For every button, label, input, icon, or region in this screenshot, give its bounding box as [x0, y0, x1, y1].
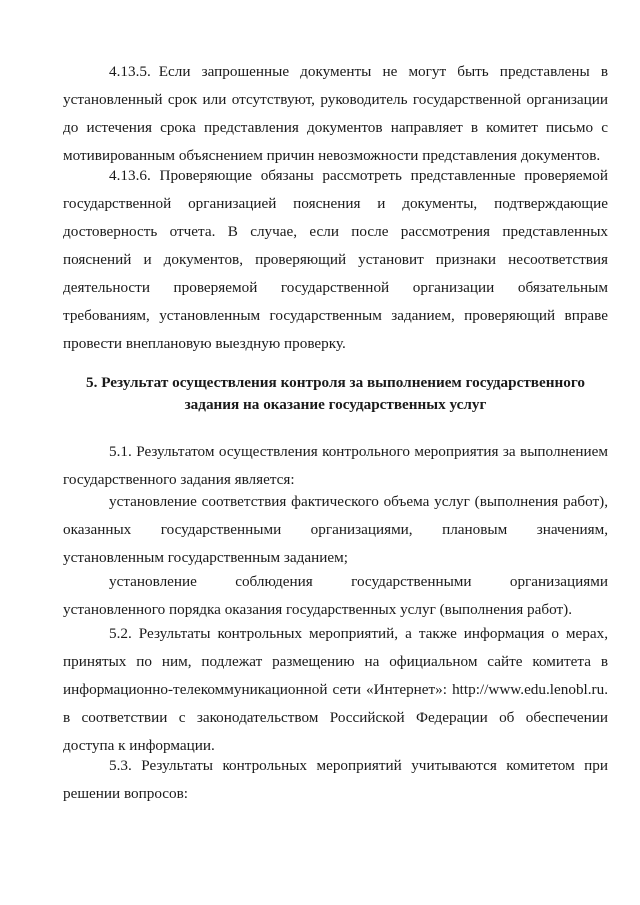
section-heading-line-1: 5. Результат осуществления контроля за выполнением государственного — [86, 374, 585, 391]
paragraph-5-2: 5.2. Результаты контрольных мероприятий, а также информация о мерах, принятых по ним, подлежат размещению на официальном сайте комитета в информационно-телекоммуникационной сети «Интернет»: http://www.edu.lenobl.ru. в соответствии с законодательством Российской Федерации об обеспечении доступа к информации. — [63, 625, 608, 754]
paragraph-5-1-item-2: установление соблюдения государственными организациями установленного порядка оказания государственных услуг (выполнения работ). — [63, 573, 608, 618]
paragraph-text: Если запрошенные документы не могут быть представлены в установленный срок или отсутствуют, руководитель государственной организации до истечения срока представления документов направляет в комитет письмо с мотивированным объяснением причин невозможности представления документов. — [63, 63, 608, 164]
paragraph-4-13-5 — [63, 58, 608, 170]
paragraph-5-1: 5.1. Результатом осуществления контрольного мероприятия за выполнением государственного задания является: — [63, 443, 608, 488]
paragraph-5-3: 5.3. Результаты контрольных мероприятий учитываются комитетом при решении вопросов: — [63, 757, 608, 802]
paragraph-4-13-6: 4.13.6. Проверяющие обязаны рассмотреть представленные проверяемой государственной организацией пояснения и документы, подтверждающие достоверность отчета. В случае, если после рассмотрения представленных пояснений и документов, проверяющий установит признаки несоответствия деятельности проверяемой государственной организации обязательным требованиям, установленным государственным заданием, проверяющий вправе провести внеплановую выездную проверку. — [63, 167, 608, 352]
section-heading — [63, 372, 608, 416]
paragraph-number: 4.13.5. — [109, 63, 151, 80]
section-heading-line-2: задания на оказание государственных услуг — [184, 396, 487, 413]
paragraph-5-1-item-1: установление соответствия фактического объема услуг (выполнения работ), оказанных государственными организациями, плановым значениям, установленным государственным заданием; — [63, 493, 608, 566]
